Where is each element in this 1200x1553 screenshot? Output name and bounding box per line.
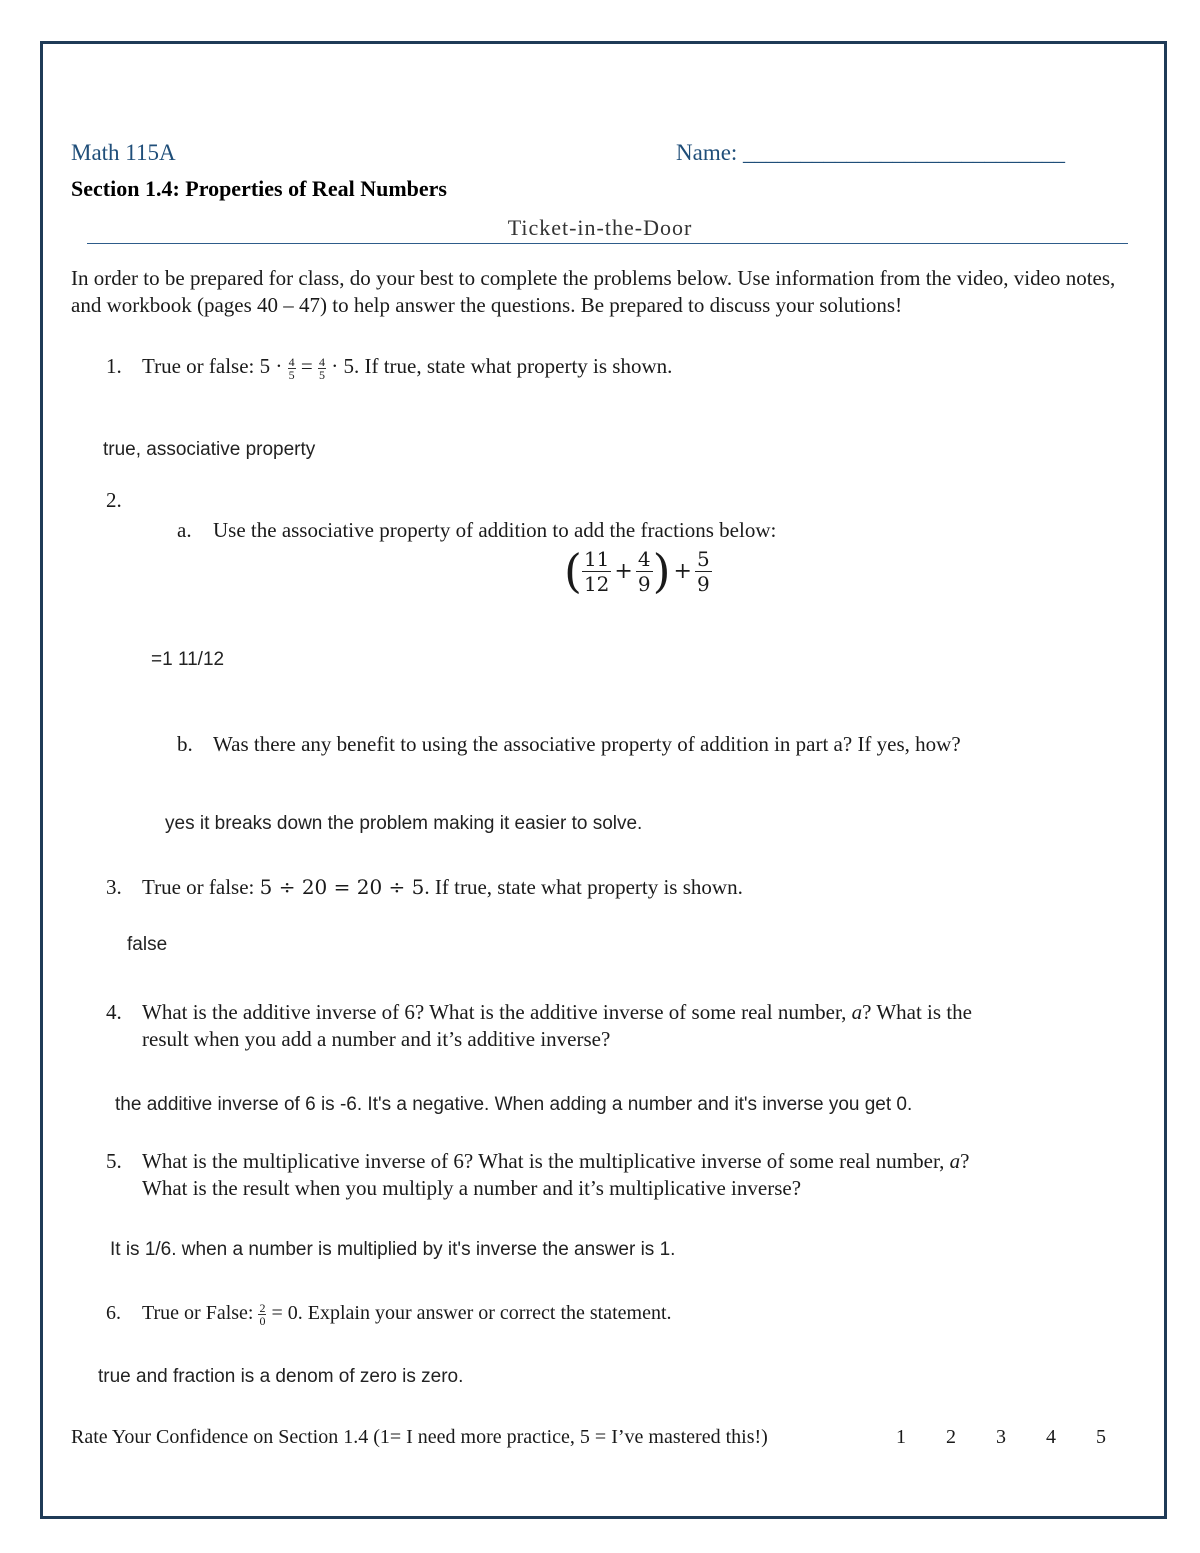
q6-fraction: $\frac{2}{0}$ bbox=[259, 1301, 266, 1328]
left-paren: ( bbox=[564, 544, 582, 598]
plus-sign: + bbox=[614, 558, 633, 584]
rating-options bbox=[896, 1426, 1116, 1449]
question-5-line-1 bbox=[106, 1149, 969, 1174]
answer-2b: yes it breaks down the problem making it easier to solve. bbox=[165, 813, 643, 834]
q1-fraction-right: $\frac{4}{5}$ bbox=[318, 354, 325, 382]
course-title: Math 115A bbox=[71, 140, 176, 165]
q3-suffix: . If true, state what property is shown. bbox=[424, 875, 743, 899]
question-number: 6. bbox=[106, 1302, 121, 1325]
question-4-line-1 bbox=[106, 1000, 972, 1025]
q3-prefix: True or false: bbox=[142, 875, 260, 899]
q1-prefix: True or false: bbox=[142, 354, 260, 378]
q3-expression: 5 ÷ 20 = 20 ÷ 5 bbox=[259, 875, 425, 899]
name-field-label: Name: ____________________________ bbox=[676, 140, 1066, 165]
question-number: 4. bbox=[106, 1000, 122, 1024]
question-3 bbox=[106, 875, 743, 900]
question-number: 5. bbox=[106, 1149, 122, 1173]
fraction-5-9: $\frac{5}{9}$ bbox=[696, 546, 710, 596]
part-label: a. bbox=[177, 518, 192, 542]
header-divider bbox=[87, 243, 1128, 244]
fraction-4-9: $\frac{4}{9}$ bbox=[637, 546, 651, 596]
answer-1: true, associative property bbox=[103, 439, 316, 460]
fraction-11-12: $\frac{11}{12}$ bbox=[583, 546, 610, 596]
rating-label: Rate Your Confidence on Section 1.4 (1= I need more practice, 5 = I’ve mastered this!) bbox=[71, 1426, 768, 1448]
rating-option-3[interactable]: 3 bbox=[996, 1426, 1006, 1448]
q2a-text: Use the associative property of addition to add the fractions below: bbox=[213, 518, 777, 542]
confidence-rating bbox=[71, 1426, 768, 1449]
q5-text-b: ? bbox=[960, 1149, 970, 1173]
answer-5: It is 1/6. when a number is multiplied by it's inverse the answer is 1. bbox=[110, 1239, 676, 1260]
section-title: Section 1.4: Properties of Real Numbers bbox=[71, 176, 447, 201]
rating-option-1[interactable]: 1 bbox=[896, 1426, 906, 1448]
q6-prefix: True or False: bbox=[142, 1302, 259, 1325]
question-number: 1. bbox=[106, 354, 122, 378]
q1-lhs: 5 · bbox=[259, 354, 283, 378]
q5-text-a: What is the multiplicative inverse of 6? What is the multiplicative inverse of some real number, bbox=[142, 1149, 950, 1173]
question-2-number: 2. bbox=[106, 488, 122, 512]
q1-equals: = bbox=[300, 354, 313, 378]
answer-4: the additive inverse of 6 is -6. It's a negative. When adding a number and it's inverse you get 0. bbox=[115, 1094, 913, 1115]
q6-suffix: . Explain your answer or correct the statement. bbox=[297, 1302, 672, 1325]
question-4-line-2: result when you add a number and it’s additive inverse? bbox=[142, 1027, 611, 1051]
rating-option-4[interactable]: 4 bbox=[1046, 1426, 1056, 1448]
answer-2a: =1 11/12 bbox=[151, 649, 225, 670]
question-5-line-2: What is the result when you multiply a number and it’s multiplicative inverse? bbox=[142, 1176, 802, 1200]
q4-text-b: ? What is the bbox=[862, 1000, 972, 1024]
part-label: b. bbox=[177, 732, 193, 756]
question-1 bbox=[106, 354, 672, 381]
rating-option-5[interactable]: 5 bbox=[1096, 1426, 1106, 1448]
answer-3: false bbox=[127, 934, 168, 955]
q2b-text: Was there any benefit to using the associative property of addition in part a? If yes, how? bbox=[213, 732, 961, 756]
question-6 bbox=[106, 1302, 672, 1327]
question-number: 3. bbox=[106, 875, 122, 899]
variable-a: a bbox=[949, 1149, 961, 1173]
page-border bbox=[40, 41, 1167, 1519]
q1-suffix: . If true, state what property is shown. bbox=[353, 354, 673, 378]
question-2a bbox=[177, 518, 776, 543]
answer-6: true and fraction is a denom of zero is zero. bbox=[98, 1366, 464, 1387]
right-paren: ) bbox=[652, 544, 671, 598]
ticket-subtitle: Ticket-in-the-Door bbox=[507, 215, 693, 240]
plus-sign: + bbox=[673, 558, 692, 584]
rating-option-2[interactable]: 2 bbox=[946, 1426, 956, 1448]
q4-text-a: What is the additive inverse of 6? What is the additive inverse of some real number, bbox=[142, 1000, 852, 1024]
intro-paragraph: In order to be prepared for class, do your best to complete the problems below. Use information from the video, video notes, and workbook (pages 40 – 47) to help answer the questions. Be prepared to discuss your solutions! bbox=[71, 266, 1116, 317]
q1-rhs: · 5 bbox=[331, 354, 354, 378]
q6-equals: = 0 bbox=[271, 1302, 298, 1325]
q2-fraction-expression bbox=[564, 544, 712, 598]
q1-fraction-left: $\frac{4}{5}$ bbox=[288, 354, 295, 382]
question-2b bbox=[177, 732, 961, 757]
variable-a: a bbox=[851, 1000, 863, 1024]
